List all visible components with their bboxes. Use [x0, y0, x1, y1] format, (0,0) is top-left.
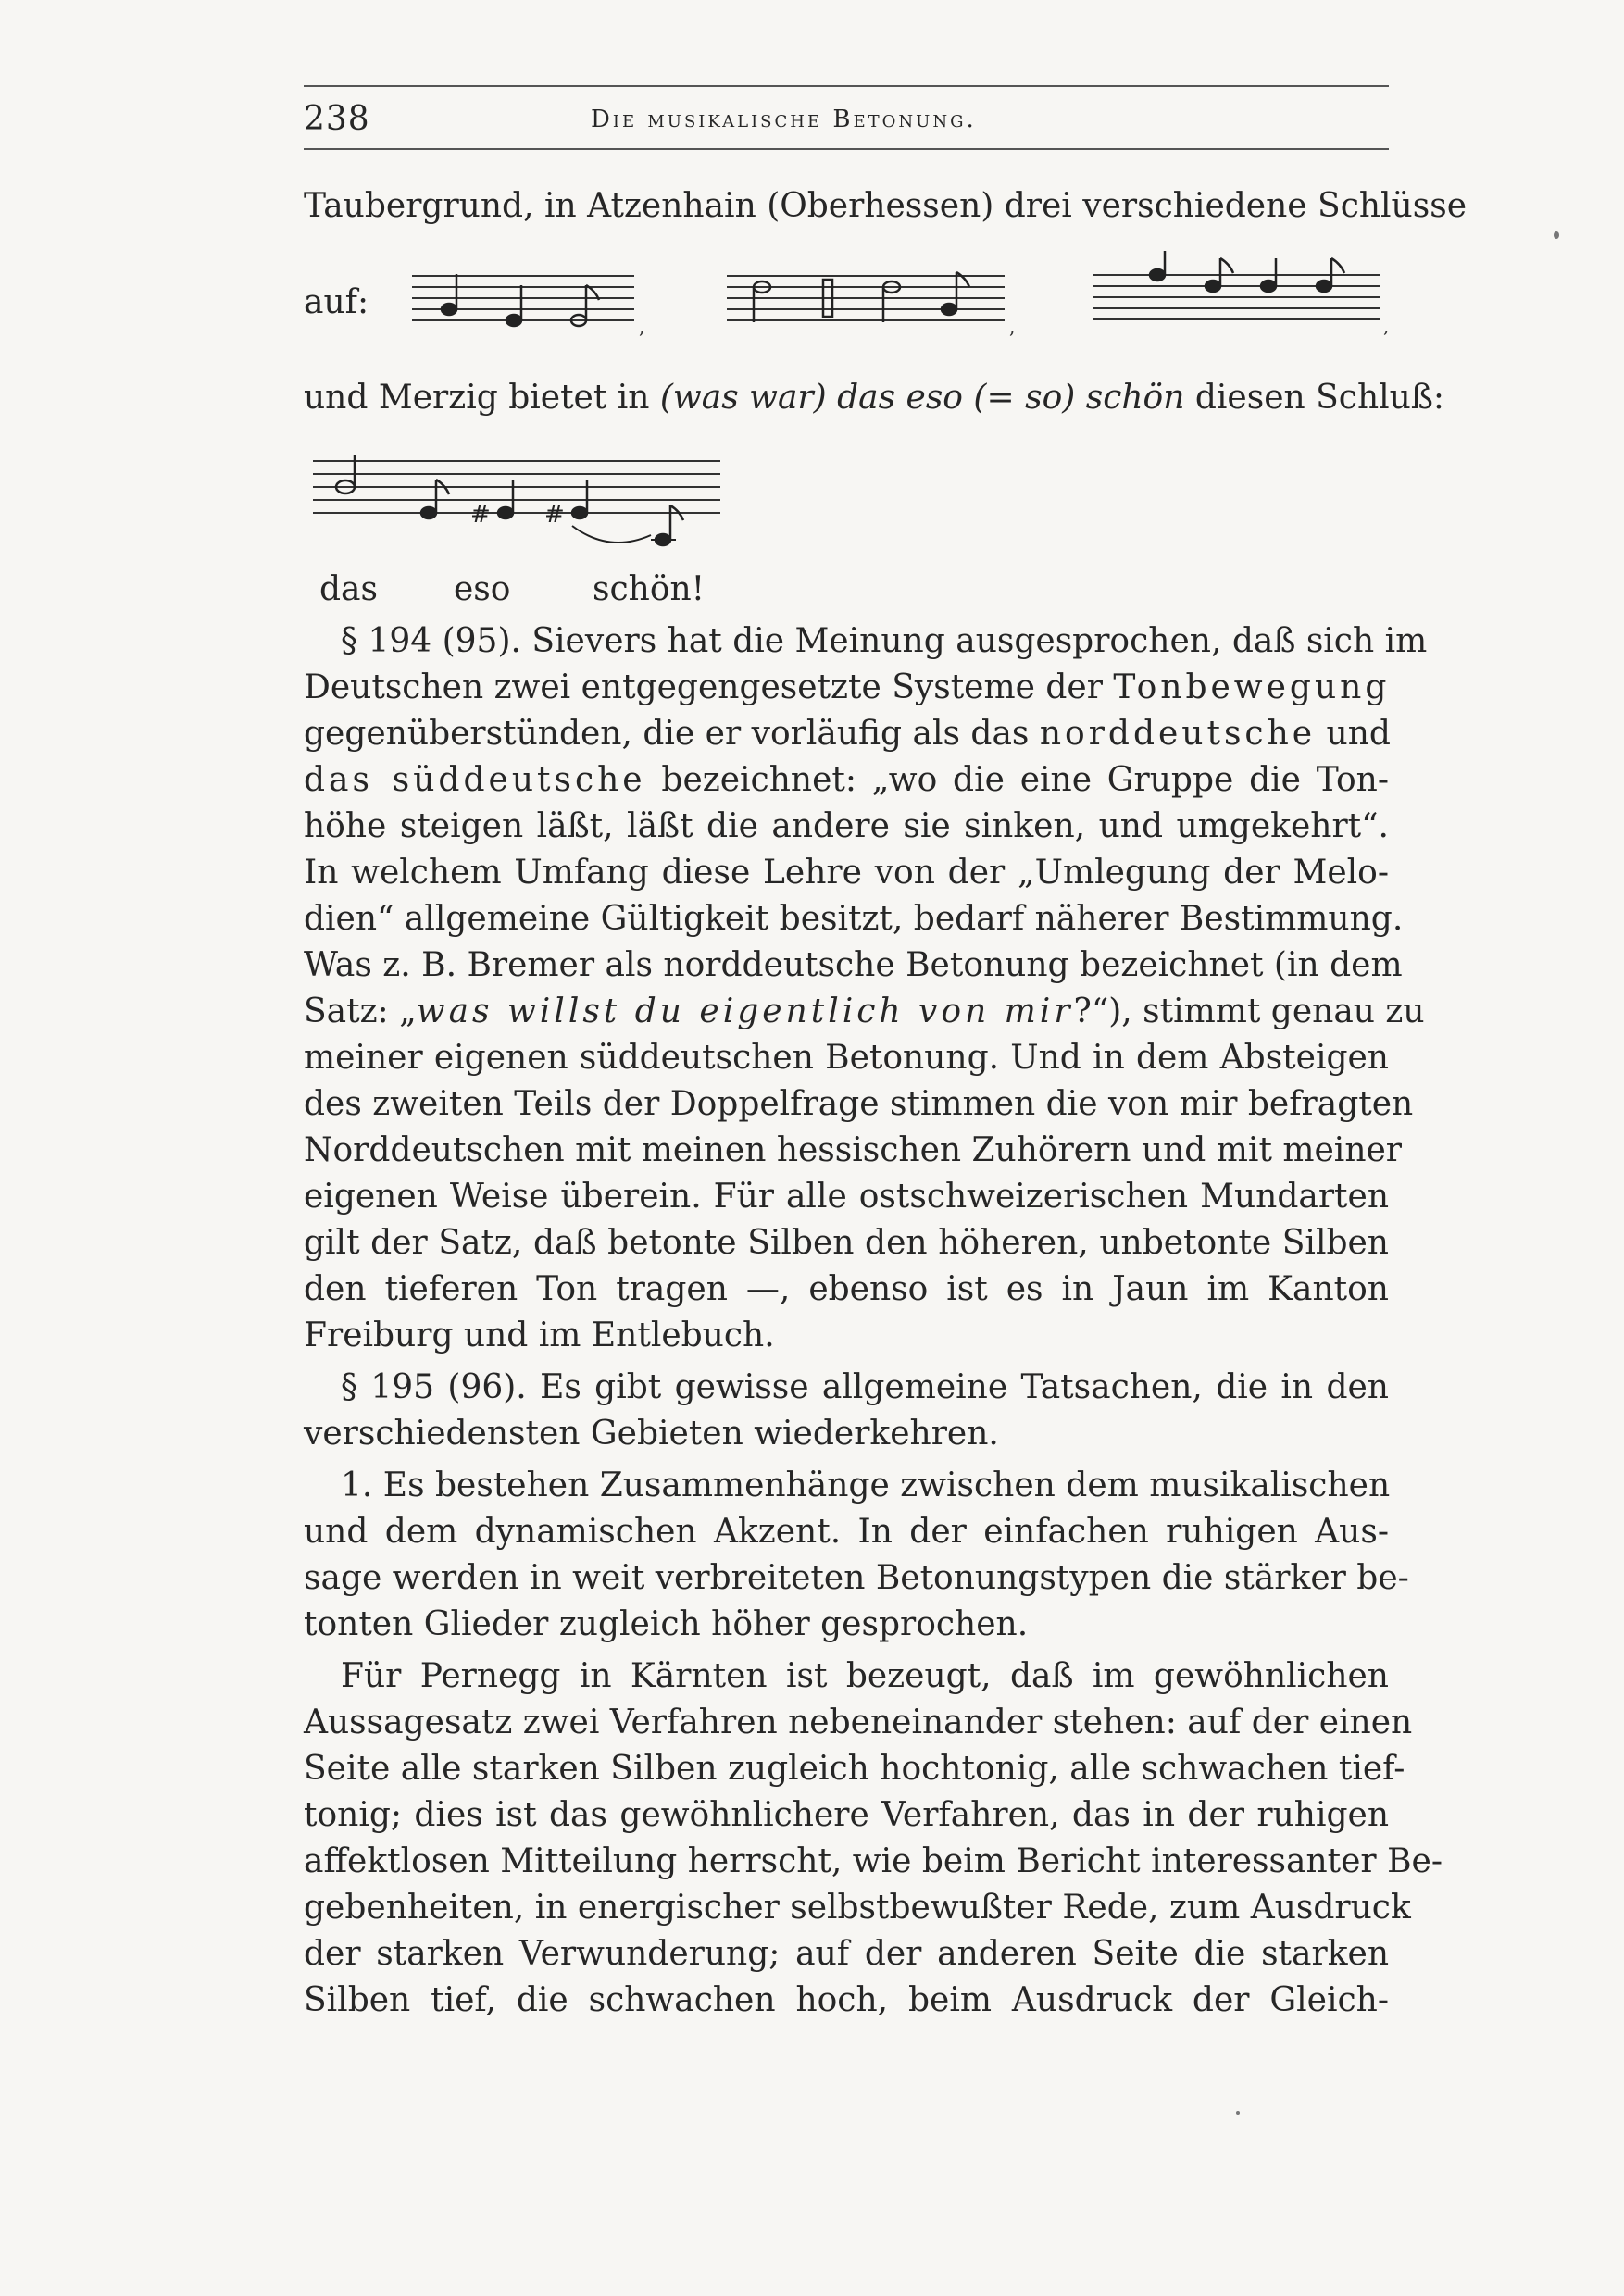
merzig-mid: (= [962, 379, 1026, 417]
page-number: 238 [304, 100, 370, 138]
merzig-italic-1: (was war) das eso [659, 379, 963, 417]
para-194-line-4 [304, 757, 1389, 804]
pernegg-line-2: Aussagesatz zwei Verfahren nebeneinander stehen: auf der einen [304, 1703, 1413, 1741]
music-example-4 [313, 452, 730, 563]
svg-text:,: , [1009, 316, 1016, 338]
spaced-term-norddeutsche: norddeutsche [1039, 715, 1317, 753]
page-header [304, 100, 1389, 146]
spaced-term-tonbewegung: Tonbewegung [1113, 668, 1391, 706]
para-194-line-10: meiner eigenen süddeutschen Betonung. Und in dem Absteigen [304, 1039, 1389, 1077]
pernegg-line-1: Für Pernegg in Kärnten ist bezeugt, daß im gewöhnlichen [341, 1657, 1389, 1695]
text-run: gegenüberstünden, die er vorläufig als das [304, 715, 1040, 753]
para-194-line-6: In welchem Umfang diese Lehre von der „Umlegung der Melo- [304, 854, 1389, 892]
pernegg-line-3: Seite alle starken Silben zugleich hochtonig, alle schwachen tief- [304, 1750, 1405, 1788]
para-194-line-2 [304, 665, 1389, 711]
para-194-line-16: Freiburg und im Entlebuch. [304, 1316, 775, 1354]
text-run: Satz: „ [304, 992, 417, 1030]
para-194-line-14: gilt der Satz, daß betonte Silben den höheren, unbetonte Silben [304, 1224, 1389, 1262]
pernegg-line-5: affektlosen Mitteilung herrscht, wie beim Bericht interessanter Be- [304, 1842, 1443, 1880]
pernegg-line-8: Silben tief, die schwachen hoch, beim Ausdruck der Gleich- [304, 1981, 1389, 2019]
para-194-line-9 [304, 989, 1425, 1035]
intro-line: Taubergrund, in Atzenhain (Oberhessen) drei verschiedene Schlüsse [304, 187, 1467, 225]
para-195-line-2: verschiedensten Gebieten wiederkehren. [304, 1415, 999, 1453]
para-194-line-3 [304, 711, 1389, 757]
para-195-line-1: § 195 (96). Es gibt gewisse allgemeine Tatsachen, die in den [341, 1368, 1389, 1406]
text-run: ?“), stimmt genau zu [1073, 992, 1425, 1030]
para-194-line-7: dien“ allgemeine Gültigkeit besitzt, bedarf näherer Bestimmung. [304, 900, 1404, 938]
lyric-eso: eso [454, 570, 511, 608]
para-194-line-11: des zweiten Teils der Doppelfrage stimmen die von mir befragten [304, 1085, 1414, 1123]
header-rule-bottom [304, 148, 1389, 150]
music-example-2 [727, 268, 1014, 343]
para-194-line-8: Was z. B. Bremer als norddeutsche Betonung bezeichnet (in dem [304, 946, 1403, 984]
item-1-line-3: sage werden in weit verbreiteten Betonungstypen die stärker be- [304, 1559, 1409, 1597]
svg-text:#: # [470, 501, 491, 529]
lyric-das: das [319, 570, 378, 608]
running-title: Die musikalische Betonung. [591, 106, 977, 133]
auf-label: auf: [304, 283, 369, 321]
pernegg-line-6: gebenheiten, in energischer selbstbewußter Rede, zum Ausdruck [304, 1889, 1411, 1927]
text-run: und [1316, 715, 1391, 753]
item-1-line-1: 1. Es bestehen Zusammenhänge zwischen dem musikalischen [341, 1466, 1391, 1504]
spaced-term-sueddeutsche: das süddeutsche [304, 761, 646, 799]
pernegg-line-4: tonig; dies ist das gewöhnlichere Verfahren, das in der ruhigen [304, 1796, 1389, 1834]
scan-speck [1236, 2111, 1240, 2115]
para-194-line-5: höhe steigen läßt, läßt die andere sie sinken, und umgekehrt“. [304, 807, 1389, 845]
italic-quote: was willst du eigentlich von mir [416, 992, 1074, 1030]
svg-text:,: , [639, 316, 645, 338]
svg-text:#: # [544, 501, 565, 529]
para-194-line-1: § 194 (95). Sievers hat die Meinung ausgesprochen, daß sich im [341, 622, 1428, 660]
para-194-line-12: Norddeutschen mit meinen hessischen Zuhörern und mit meiner [304, 1131, 1403, 1169]
para-194-line-15: den tieferen Ton tragen —, ebenso ist es in Jaun im Kanton [304, 1270, 1389, 1308]
merzig-end: diesen Schluß: [1184, 379, 1445, 417]
merzig-line [304, 375, 1445, 421]
lyric-schoen: schön! [593, 570, 706, 608]
pernegg-line-7: der starken Verwunderung; auf der anderen Seite die starken [304, 1935, 1389, 1973]
music-example-1 [412, 268, 643, 343]
merzig-start: und Merzig bietet in [304, 379, 660, 417]
item-1-line-4: tonten Glieder zugleich höher gesprochen. [304, 1605, 1029, 1643]
scan-speck-edge [1554, 231, 1559, 239]
para-194-line-13: eigenen Weise überein. Für alle ostschweizerischen Mundarten [304, 1178, 1389, 1216]
svg-text:,: , [1383, 315, 1390, 337]
music-example-3 [1093, 255, 1389, 338]
header-rule-top [304, 85, 1389, 87]
text-run: Deutschen zwei entgegengesetzte Systeme der [304, 668, 1114, 706]
text-run: bezeichnet: „wo die eine Gruppe die Ton- [645, 761, 1390, 799]
item-1-line-2: und dem dynamischen Akzent. In der einfachen ruhigen Aus- [304, 1513, 1389, 1551]
merzig-italic-2: so) schön [1025, 379, 1185, 417]
